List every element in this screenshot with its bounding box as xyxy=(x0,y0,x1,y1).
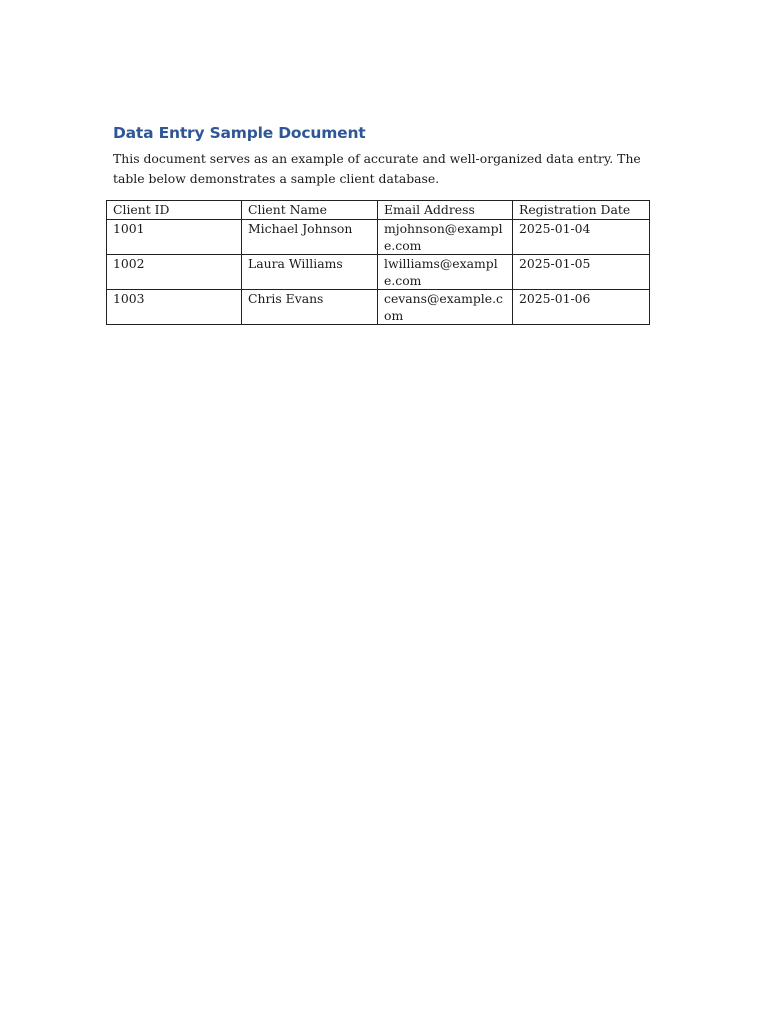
client-table xyxy=(106,200,650,325)
cell-client-id: 1001 xyxy=(107,220,242,255)
document-intro-paragraph: This document serves as an example of accurate and well-organized data entry. The table below demonstrates a sample client database. xyxy=(113,151,641,186)
document-title: Data Entry Sample Document xyxy=(113,124,366,142)
table-row xyxy=(107,220,650,255)
cell-registration-date: 2025-01-05 xyxy=(513,255,650,290)
cell-client-id: 1003 xyxy=(107,290,242,325)
table-row xyxy=(107,255,650,290)
table-row xyxy=(107,290,650,325)
cell-client-name: Laura Williams xyxy=(242,255,378,290)
cell-client-name: Michael Johnson xyxy=(242,220,378,255)
column-header-client-id: Client ID xyxy=(107,201,242,220)
column-header-client-name: Client Name xyxy=(242,201,378,220)
cell-email-address: lwilliams@example.com xyxy=(378,255,513,290)
cell-email-address: mjohnson@example.com xyxy=(378,220,513,255)
cell-client-id: 1002 xyxy=(107,255,242,290)
cell-client-name: Chris Evans xyxy=(242,290,378,325)
cell-email-address: cevans@example.com xyxy=(378,290,513,325)
column-header-email-address: Email Address xyxy=(378,201,513,220)
cell-registration-date: 2025-01-04 xyxy=(513,220,650,255)
cell-registration-date: 2025-01-06 xyxy=(513,290,650,325)
table-header-row xyxy=(107,201,650,220)
column-header-registration-date: Registration Date xyxy=(513,201,650,220)
